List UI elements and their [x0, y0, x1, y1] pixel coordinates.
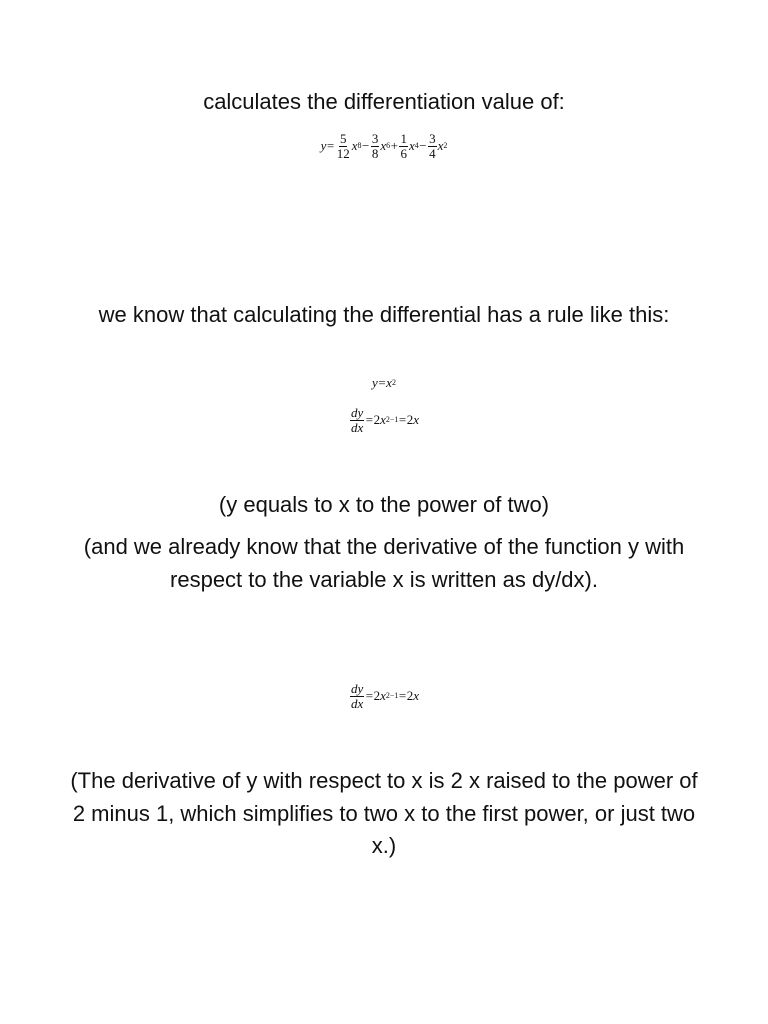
term-4-denominator: 4 [429, 145, 436, 161]
derivative-repeat: $\frac{dy}{dx}$ = 2 x 2−1 = 2 x [350, 680, 420, 711]
rule-function-variable: x [386, 375, 392, 390]
explanation-2: (and we already know that the derivative of the function y with respect to the variable x is written as dy/dx). [83, 534, 685, 592]
derivative-repeat-variable: x [380, 688, 386, 703]
rule-derivative-result-coefficient: 2 [406, 412, 414, 427]
rule-derivative-numerator: dy [350, 404, 364, 420]
intro-text: calculates the differentiation value of: [203, 89, 565, 114]
rule-derivative-fraction [350, 406, 364, 435]
term-3-fraction [399, 132, 408, 161]
term-1-fraction [336, 132, 351, 161]
rule-derivative-equals-2: = [398, 412, 407, 427]
rule-function: y = x 2 [372, 375, 396, 390]
derivative-repeat-denominator: dx [350, 695, 364, 711]
term-1-variable: x [351, 138, 358, 153]
derivative-repeat-numerator: dy [350, 680, 364, 696]
term-2-fraction [371, 132, 380, 161]
rule-derivative-denominator: dx [350, 419, 364, 435]
derivative-repeat-result-coefficient: 2 [406, 688, 414, 703]
rule-derivative-equals-1: = [365, 412, 374, 427]
term-2-denominator: 8 [371, 145, 379, 161]
term-4-sign: − [419, 138, 427, 153]
rule-function-equals: = [378, 375, 386, 390]
derivative-repeat-result-variable: x [413, 688, 420, 703]
rule-text: we know that calculating the differential has a rule like this: [98, 302, 670, 327]
term-2-numerator: 3 [371, 130, 379, 146]
term-1-denominator: 12 [336, 145, 350, 161]
main-equation: y = $\frac{5}{12}$ x 8 − $\frac{3}{8}$ x 6 + $\frac{1}{6}$ x 4 − $\frac{3}{4}$ x 2 [320, 130, 448, 161]
equals-sign: = [326, 138, 335, 153]
rule-derivative: $\frac{dy}{dx}$ = 2 x 2−1 = 2 x [350, 404, 420, 435]
rule-derivative-coefficient: 2 [373, 412, 381, 427]
term-4-variable: x [437, 138, 444, 153]
explanation-3: (The derivative of y with respect to x is 2 x raised to the power of 2 minus 1, which simplifies to two x to the first power, or just two x.) [70, 768, 698, 858]
term-1-numerator: 5 [339, 130, 347, 146]
derivative-repeat-equals-2: = [398, 688, 407, 703]
term-2-sign: − [362, 138, 370, 153]
derivative-repeat-equals-1: = [365, 688, 374, 703]
derivative-repeat-coefficient: 2 [373, 688, 381, 703]
equation-lhs: y [320, 138, 327, 153]
rule-derivative-variable: x [380, 412, 386, 427]
derivative-repeat-fraction [350, 682, 364, 711]
term-2-variable: x [380, 138, 387, 153]
term-3-numerator: 1 [400, 130, 407, 146]
rule-derivative-result-variable: x [413, 412, 420, 427]
term-3-variable: x [408, 138, 415, 153]
term-4-numerator: 3 [429, 130, 436, 146]
term-3-sign: + [390, 138, 398, 153]
explanation-1: (y equals to x to the power of two) [218, 492, 550, 517]
term-4-fraction [428, 132, 437, 161]
rule-function-lhs: y [372, 375, 378, 390]
term-3-denominator: 6 [400, 145, 407, 161]
